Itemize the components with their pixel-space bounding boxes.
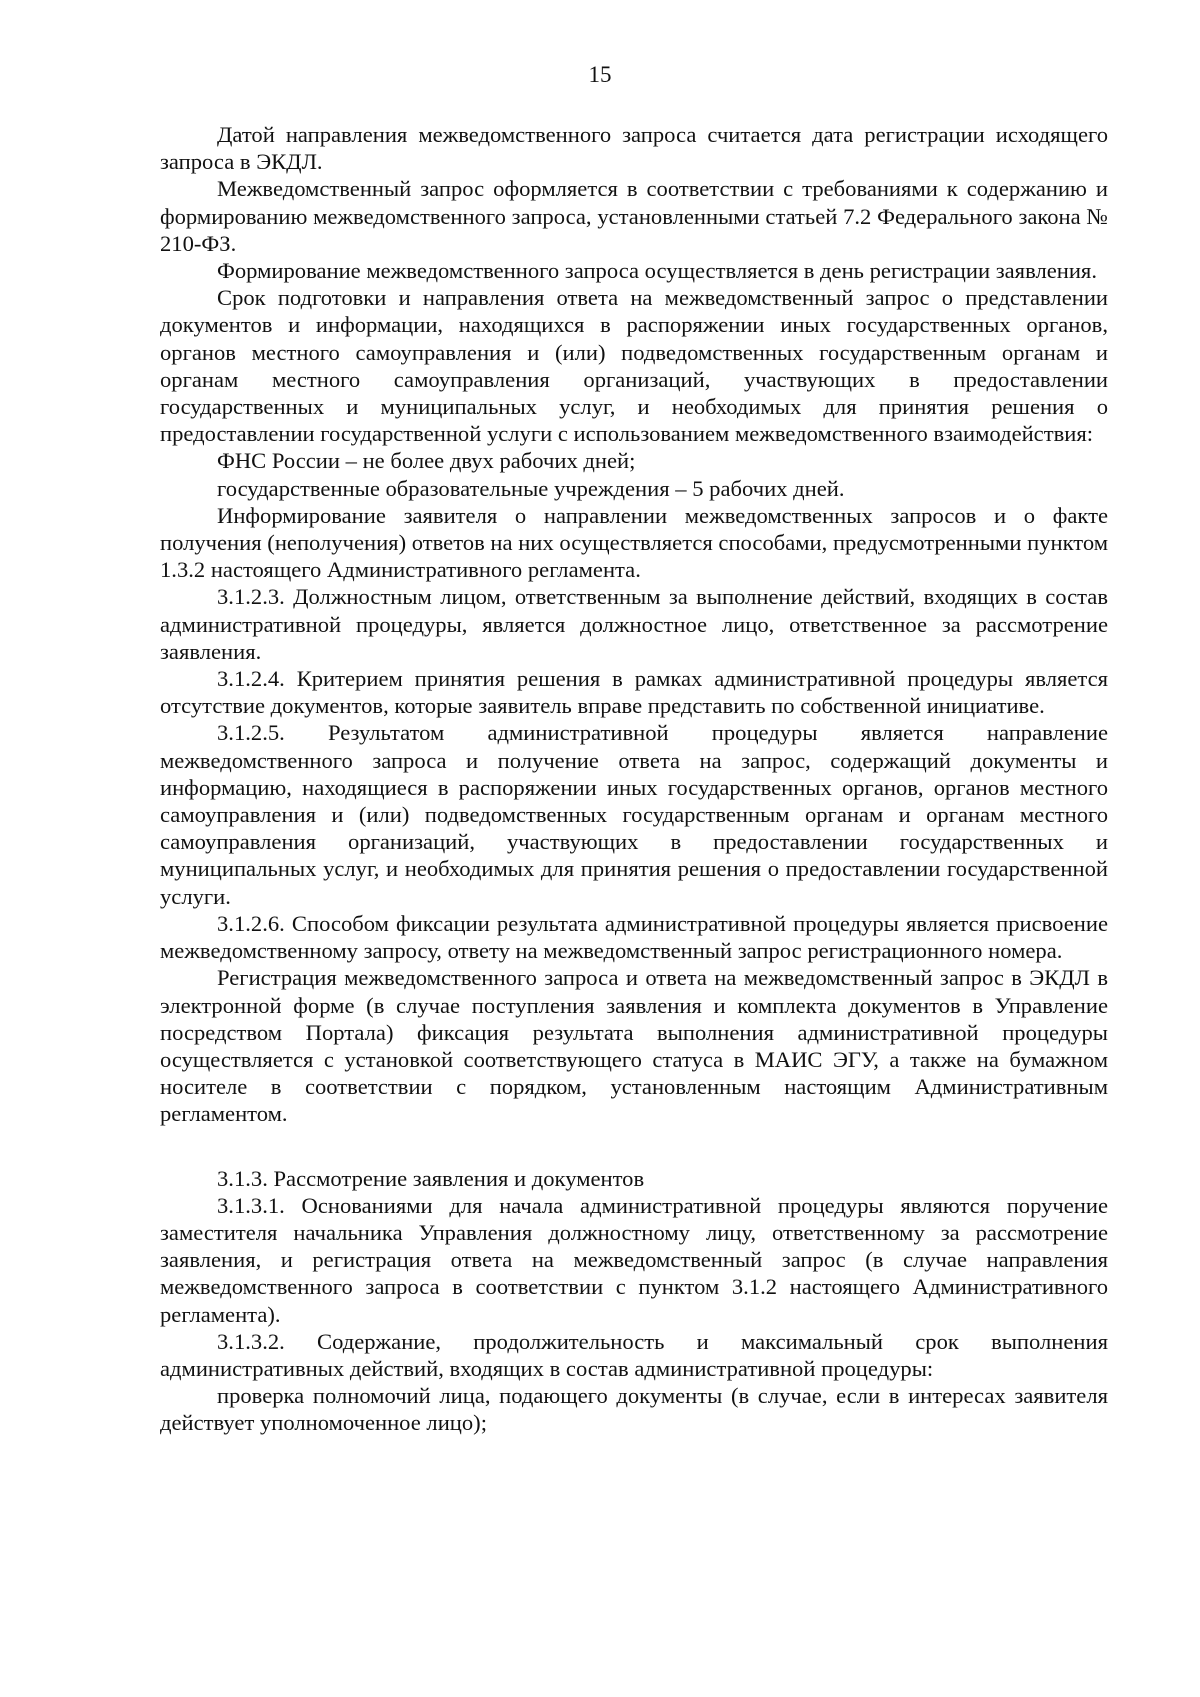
document-body	[160, 121, 1108, 1437]
section-heading-3-1-3: 3.1.3. Рассмотрение заявления и документов	[217, 1165, 645, 1191]
paragraph-3-1-3-1: 3.1.3.1. Основаниями для начала административной процедуры являются поручение заместителя начальника Управления должностному лицу, ответственному за рассмотрение заявления, и регистрация ответа на межведомственный запрос (в случае направления межведомственного запроса в соответствии с пунктом 3.1.2 настоящего Административного регламента).	[160, 1192, 1108, 1327]
paragraph-fns-deadline: ФНС России – не более двух рабочих дней;	[217, 448, 636, 474]
paragraph-3-1-2-3: 3.1.2.3. Должностным лицом, ответственным за выполнение действий, входящих в состав административной процедуры, является должностное лицо, ответственное за рассмотрение заявления.	[160, 584, 1108, 664]
paragraph-registration: Регистрация межведомственного запроса и ответа на межведомственный запрос в ЭКДЛ в электронной форме (в случае поступления заявления и комплекта документов в Управление посредством Портала) фиксация результата выполнения административной процедуры осуществляется с установкой соответствующего статуса в МАИС ЭГУ, а также на бумажном носителе в соответствии с порядком, установленным настоящим Административным регламентом.	[160, 965, 1108, 1127]
page-number: 15	[588, 62, 612, 87]
paragraph-3-1-3-2: 3.1.3.2. Содержание, продолжительность и максимальный срок выполнения административных действий, входящих в состав административной процедуры:	[160, 1328, 1108, 1381]
paragraph-request-formation: Формирование межведомственного запроса осуществляется в день регистрации заявления.	[217, 258, 1097, 284]
paragraph-3-1-2-6: 3.1.2.6. Способом фиксации результата административной процедуры является присвоение межведомственному запросу, ответу на межведомственный запрос регистрационного номера.	[160, 910, 1108, 964]
paragraph-applicant-informing: Информирование заявителя о направлении межведомственных запросов и о факте получения (неполучения) ответов на них осуществляется способами, предусмотренными пунктом 1.3.2 настоящего Административного регламента.	[160, 502, 1108, 583]
paragraph-response-deadline: Срок подготовки и направления ответа на межведомственный запрос о представлении документов и информации, находящихся в распоряжении иных государственных органов, органов местного самоуправления и (или) подведомственных государственным органам и органам местного самоуправления организаций, участвующих в предоставлении государственных и муниципальных услуг, и необходимых для принятия решения о предоставлении государственной услуги с использованием межведомственного взаимодействия:	[160, 285, 1108, 447]
paragraph-3-1-2-5: 3.1.2.5. Результатом административной процедуры является направление межведомственного запроса и получение ответа на запрос, содержащий документы и информацию, находящиеся в распоряжении иных государственных органов, органов местного самоуправления и (или) подведомственных государственным органам и органам местного самоуправления организаций, участвующих в предоставлении государственных и муниципальных услуг, и необходимых для принятия решения о предоставлении государственной услуги.	[160, 720, 1108, 909]
paragraph-3-1-2-4: 3.1.2.4. Критерием принятия решения в рамках административной процедуры является отсутствие документов, которые заявитель вправе представить по собственной инициативе.	[160, 666, 1108, 719]
paragraph-edu-deadline: государственные образовательные учреждения – 5 рабочих дней.	[217, 475, 845, 501]
paragraph-authority-check: проверка полномочий лица, подающего документы (в случае, если в интересах заявителя действует уполномоченное лицо);	[160, 1383, 1108, 1436]
paragraph-request-format: Межведомственный запрос оформляется в соответствии с требованиями к содержанию и формированию межведомственного запроса, установленными статьей 7.2 Федерального закона № 210-ФЗ.	[160, 176, 1108, 256]
paragraph-request-date: Датой направления межведомственного запроса считается дата регистрации исходящего запроса в ЭКДЛ.	[160, 122, 1108, 175]
